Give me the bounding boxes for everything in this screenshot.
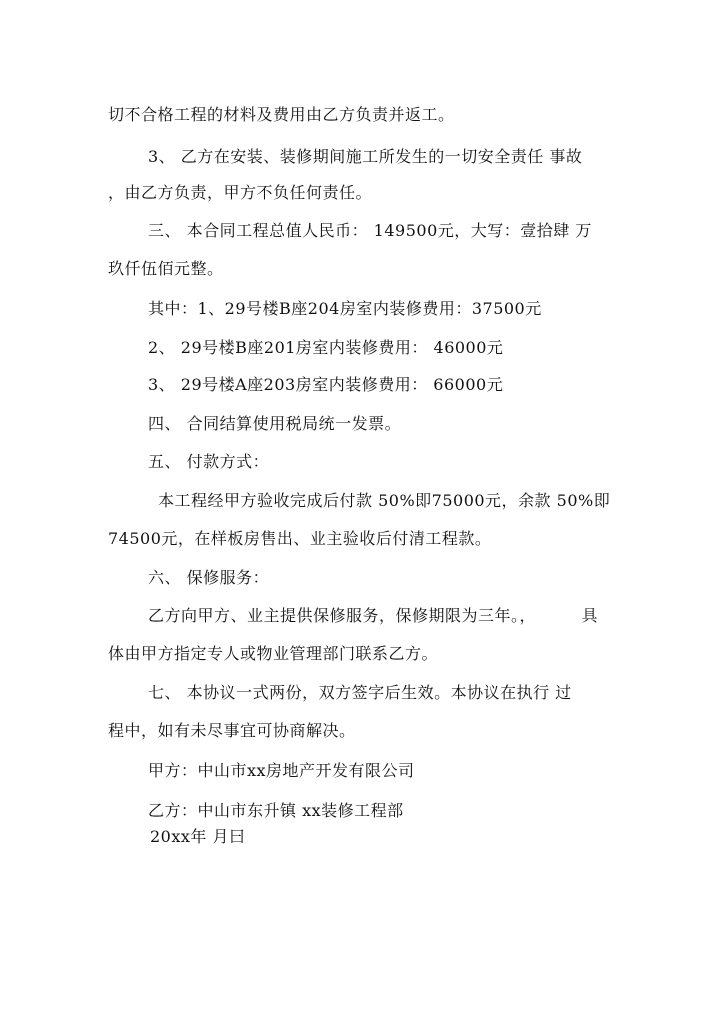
paragraph-line-1: 切不合格工程的材料及费用由乙方负责并返工。 <box>108 105 455 124</box>
section-6-heading: 六、 保修服务： <box>148 568 270 587</box>
section-3-line-1: 三、 本合同工程总值人民币： 149500元，大写：壹拾肆 万 <box>148 221 592 240</box>
cost-item-1: 其中：1、29号楼B座204房室内装修费用：37500元 <box>148 299 542 318</box>
warranty-line-1-text: 乙方向甲方、业主提供保修服务，保修期限为三年。， <box>148 606 537 625</box>
party-a: 甲方：中山市xx房地产开发有限公司 <box>148 761 415 780</box>
payment-line-2: 74500元，在样板房售出、业主验收后付清工程款。 <box>108 529 492 548</box>
section-7-line-2: 程中，如有未尽事宜可协商解决。 <box>108 721 356 740</box>
section-3-line-2: 玖仟伍佰元整。 <box>108 259 224 278</box>
cost-item-3: 3、 29号楼A座203房室内装修费用： 66000元 <box>148 375 504 394</box>
payment-line-1: 本工程经甲方验收完成后付款 50%即75000元，余款 50%即 <box>158 491 611 510</box>
clause-3-line-1: 3、 乙方在安装、装修期间施工所发生的一切安全责任 事故 <box>148 147 583 166</box>
section-4: 四、 合同结算使用税局统一发票。 <box>148 414 402 433</box>
signing-date: 20xx年 月曰 <box>150 827 246 846</box>
section-5-heading: 五、 付款方式： <box>148 452 270 471</box>
warranty-line-2: 体由甲方指定专人或物业管理部门联系乙方。 <box>108 644 439 663</box>
section-7-line-1: 七、 本协议一式两份，双方签字后生效。本协议在执行 过 <box>148 683 572 702</box>
clause-3-line-2: ，由乙方负责，甲方不负任何责任。 <box>108 183 373 202</box>
warranty-line-1-tail: 具 <box>581 606 598 625</box>
warranty-line-1 <box>148 605 598 627</box>
party-b: 乙方：中山市东升镇 xx装修工程部 <box>148 801 404 820</box>
cost-item-2: 2、 29号楼B座201房室内装修费用： 46000元 <box>148 338 504 357</box>
